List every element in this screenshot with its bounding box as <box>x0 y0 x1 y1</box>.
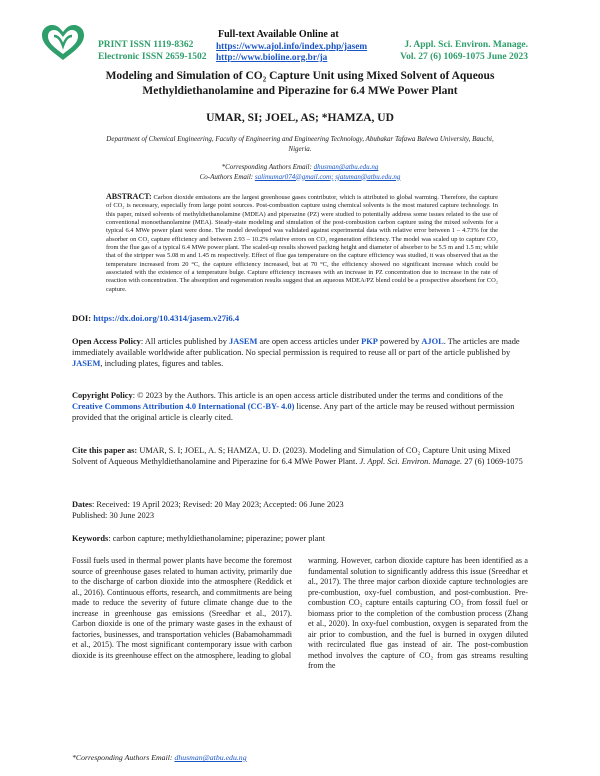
journal-logo <box>40 24 86 62</box>
oa-text-3: powered by <box>377 337 422 346</box>
paper-title <box>40 69 560 98</box>
title-line-2: Methyldiethanolamine and Piperazine for 6.4 MWe Power Plant <box>142 84 458 97</box>
oa-text-2: are open access articles under <box>257 337 362 346</box>
oa-ajol-link[interactable]: AJOL <box>421 337 444 346</box>
oa-jasem-link[interactable]: JASEM <box>229 337 258 346</box>
coauthor-label: Co-Authors Email: <box>199 172 254 181</box>
copyright-text-1: : © 2023 by the Authors. This article is an open access article distributed under the terms and conditions of the <box>132 391 503 400</box>
title-line-1: Modeling and Simulation of CO₂ Capture Unit using Mixed Solvent of Aqueous <box>105 70 495 82</box>
abstract <box>106 193 498 294</box>
corresponding-emails <box>120 163 480 182</box>
footnote <box>72 753 247 762</box>
cite-label: Cite this paper as: <box>72 446 138 455</box>
authors: UMAR, SI; JOEL, AS; *HAMZA, UD <box>206 112 394 124</box>
copyright-text-2: license. Any part of the article may be reused without permission provided that the original article is clearly cited. <box>72 402 515 423</box>
open-access-label: Open Access Policy <box>72 337 141 346</box>
doi-line <box>72 313 528 324</box>
affiliation-line-2: Nigeria. <box>288 144 312 153</box>
fulltext-label: Full-text Available Online at <box>218 29 339 40</box>
oa-pkp-link[interactable]: PKP <box>361 337 378 346</box>
oa-text-4: . The articles are made immediately available worldwide after publication. No special permission is required to reuse all or part of the article published by <box>72 337 520 358</box>
dates-label: Dates <box>72 500 93 509</box>
oa-text-5: , including plates, figures and tables. <box>100 359 224 369</box>
affiliation <box>70 135 530 154</box>
keywords-text: : carbon capture; methyldiethanolamine; piperazine; power plant <box>108 534 326 543</box>
journal-url-bioline[interactable]: http://www.bioline.org.br/ja <box>216 53 328 63</box>
oa-text-1: : All articles published by <box>140 337 230 346</box>
abstract-text: Carbon dioxide emissions are the largest greenhouse gases contributor, which is attributed to global warming. Therefore, the capture of CO₂ is necessary, especially from large point sources. Post-combustion capture using chemical solvents is the most matured capture technology. In this paper, mixed solvents of methyldiethanolamine (MDEA) and piperazine (PZ) were studied to potentially address some issues related to the use of conventional monoethanolamine (MEA). Steady-state modeling and simulation of the post-combustion carbon capture using the mixed solvents for a typical 6.4 MWe power plant were done. The model developed was validated against experimental data with relative error between 1 – 4.73% for the absorber on CO₂ capture efficiency and between 2.93 – 10.2% relative errors on CO₂ regeneration efficiency. The model was scaled up to capture CO₂ from the flue gas of a typical 6.4 MWe power plant. The scaled-up results showed packing height and diameter of absorber to be 5.5 m and 1.5 m; while that of the stripper was 5.08 m and 1.45 m respectively. Effect of flue gas temperature on the capture efficiency was studied, it was observed that as the temperature increased from 20 °C, the capture efficiency increased, but at 70 °C, the efficiency showed no significant increase which could be associated with the existence of a temperature bulge. Capture efficiency increases with an increase in PZ concentration due to increase in the rate of reaction with concentration. The absorption and regeneration results suggest that an aqueous MDEA/PZ blend could be a prospective absorbent for CO₂ capture. <box>106 194 499 293</box>
corr-label: *Corresponding Authors Email: <box>221 163 312 171</box>
dates-line-1: : Received: 19 April 2023; Revised: 20 May 2023; Accepted: 06 June 2023 <box>92 500 344 509</box>
doi-label: DOI: <box>72 313 92 323</box>
electronic-issn: Electronic ISSN 2659-1502 <box>98 52 207 62</box>
abstract-label: ABSTRACT: <box>106 192 152 201</box>
keywords <box>72 533 528 544</box>
journal-volume: Vol. 27 (6) 1069-1075 June 2023 <box>400 52 528 62</box>
cc-license-link[interactable]: Creative Commons Attribution 4.0 International (CC-BY- 4.0) <box>72 402 295 412</box>
cite-text-1: UMAR, S. I; JOEL, A. S; HAMZA, U. D. (2023). Modeling and Simulation of CO₂ Capture Unit using Mixed Solvent of Aqueous Methyldiethanolamine and Piperazine for 6.4 MWe Power Plant. <box>72 446 511 467</box>
footnote-email[interactable]: dhusman@atbu.edu.ng <box>174 753 247 762</box>
oa-jasem-link-2[interactable]: JASEM <box>72 359 101 369</box>
doi-link[interactable]: https://dx.doi.org/10.4314/jasem.v27i6.4 <box>93 313 240 323</box>
affiliation-line-1: Department of Chemical Engineering, Faculty of Engineering and Engineering Technology, Abubakar Tafawa Balewa University, Bauchi, <box>106 135 494 143</box>
dates <box>72 499 528 521</box>
coauthor-email-1[interactable]: salimumar074@gmail.com; <box>254 172 334 181</box>
body-right-column: warming. However, carbon dioxide capture has been identified as a fundamental solution to significantly address this issue (Sreedhar et al., 2017). The three major carbon dioxide capture technologies are pre-combustion, oxy-fuel combustion, and post-combustion. Pre-combustion CO₂ capture entails capturing CO₂ from fossil fuel or biomass prior to the completion of the combustion process (Zhang et al., 2020). In oxy-fuel combustion, oxygen is separated from the air prior to combustion, and the fuel is burned in oxygen diluted with recirculated flue gas instead of air. The post-combustion method involves the capture of CO₂ from gas streams resulting from the <box>308 556 528 671</box>
body-left-column: Fossil fuels used in thermal power plants have become the foremost source of greenhouse gases related to human activity, primarily due to the discharge of carbon dioxide into the atmosphere (Reddick et al., 2016). Continuous efforts, research, and commitments are being made to reduce the severity of future climate change due to the increase in greenhouse gas emissions (Sreedhar et al., 2017). Carbon dioxide is one of the primary waste gases in the exhaust of factories, businesses, and transportation vehicles (Babamohammadi et al., 2015). The most significant contemporary issue with carbon dioxide is its greenhouse effect on the atmosphere, leading to global <box>72 556 292 660</box>
corr-email[interactable]: dhusman@atbu.edu.ng <box>313 163 379 171</box>
copyright-label: Copyright Policy <box>72 391 133 400</box>
dates-line-2: Published: 30 June 2023 <box>72 511 155 521</box>
open-access-policy <box>72 336 528 370</box>
cite-this-paper <box>72 445 528 467</box>
journal-url-ajol[interactable]: https://www.ajol.info/index.php/jasem <box>216 42 368 52</box>
journal-name: J. Appl. Sci. Environ. Manage. <box>404 40 528 50</box>
keywords-label: Keywords <box>72 534 109 543</box>
cite-journal: J. Appl. Sci. Environ. Manage. <box>359 457 463 467</box>
footnote-label: *Corresponding Authors Email: <box>72 753 173 762</box>
cite-text-2: 27 (6) 1069-1075 <box>462 457 523 467</box>
coauthor-email-2[interactable]: sjatuman@atbu.edu.ng <box>335 172 401 181</box>
print-issn: PRINT ISSN 1119-8362 <box>98 40 194 50</box>
copyright-policy <box>72 390 528 424</box>
